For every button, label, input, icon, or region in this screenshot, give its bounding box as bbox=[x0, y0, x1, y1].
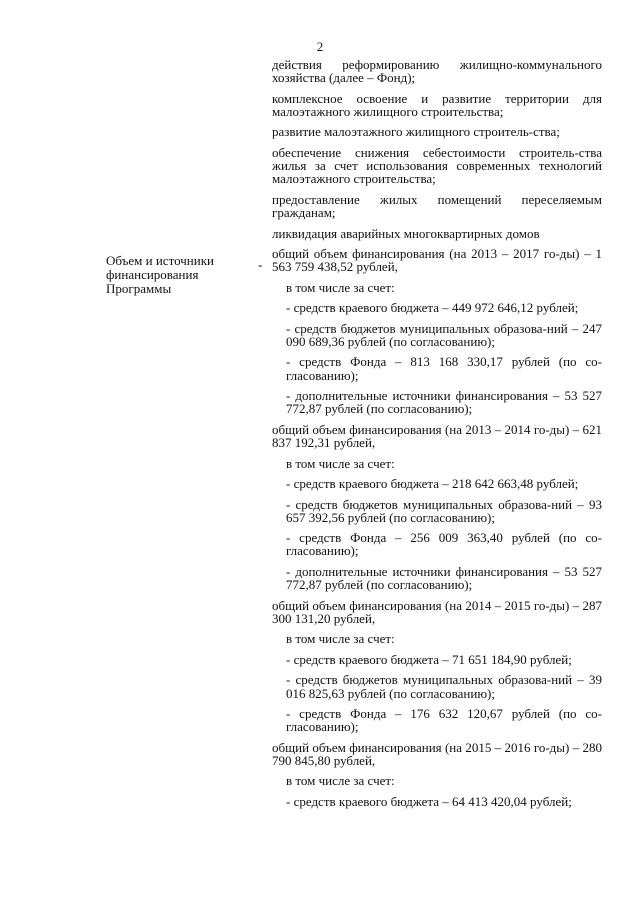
financing-item: - средств бюджетов муниципальных образова-ний – 247 090 689,36 рублей (по согласованию); bbox=[286, 320, 602, 349]
main-text-column bbox=[272, 58, 602, 815]
financing-total: общий объем финансирования (на 2013 – 2017 го-ды) – 1 563 759 438,52 рублей, bbox=[272, 246, 602, 275]
program-financing-label: Объем и источники финансирования Программы bbox=[106, 253, 214, 296]
page-number: 2 bbox=[316, 39, 324, 54]
goal-paragraph: развитие малоэтажного жилищного строитель-ства; bbox=[272, 124, 560, 140]
financing-item: - дополнительные источники финансирования – 53 527 772,87 рублей (по согласованию); bbox=[286, 388, 602, 417]
financing-item: - средств бюджетов муниципальных образова-ний – 93 657 392,56 рублей (по согласованию); bbox=[286, 496, 602, 525]
goal-paragraph: ликвидация аварийных многоквартирных домов bbox=[272, 225, 540, 241]
financing-item: в том числе за счет: bbox=[286, 455, 395, 471]
financing-item: - средств бюджетов муниципальных образова-ний – 39 016 825,63 рублей (по согласованию); bbox=[286, 672, 602, 701]
financing-item: в том числе за счет: bbox=[286, 279, 395, 295]
financing-total: общий объем финансирования (на 2013 – 2014 го-ды) – 621 837 192,31 рублей, bbox=[272, 421, 602, 451]
financing-item: - средств Фонда – 176 632 120,67 рублей (по со-гласованию); bbox=[286, 706, 602, 735]
financing-item: - дополнительные источники финансирования – 53 527 772,87 рублей (по согласованию); bbox=[286, 563, 602, 593]
financing-item: - средств Фонда – 256 009 363,40 рублей (по со-гласованию); bbox=[286, 530, 602, 559]
label-dash: - bbox=[258, 257, 263, 272]
financing-item: в том числе за счет: bbox=[286, 773, 395, 789]
goal-paragraph: комплексное освоение и развитие территории для малоэтажного жилищного строительства; bbox=[272, 90, 602, 119]
financing-total: общий объем финансирования (на 2015 – 2016 го-ды) – 280 790 845,80 рублей, bbox=[272, 739, 602, 768]
goal-paragraph: предоставление жилых помещений переселяемым гражданам; bbox=[272, 191, 602, 221]
financing-item: - средств краевого бюджета – 64 413 420,04 рублей; bbox=[286, 793, 572, 809]
financing-item: - средств Фонда – 813 168 330,17 рублей (по со-гласованию); bbox=[286, 354, 602, 383]
financing-total: общий объем финансирования (на 2014 – 2015 го-ды) – 287 300 131,20 рублей, bbox=[272, 597, 602, 626]
financing-item: в том числе за счет: bbox=[286, 631, 395, 647]
financing-item: - средств краевого бюджета – 449 972 646,12 рублей; bbox=[286, 300, 579, 316]
financing-item: - средств краевого бюджета – 71 651 184,90 рублей; bbox=[286, 651, 572, 667]
goal-paragraph: действия реформированию жилищно-коммунального хозяйства (далее – Фонд); bbox=[272, 57, 602, 86]
financing-item: - средств краевого бюджета – 218 642 663,48 рублей; bbox=[286, 476, 579, 492]
goal-paragraph: обеспечение снижения себестоимости строитель-ства жилья за счет использования современных технологий малоэтажного строительства; bbox=[272, 144, 602, 187]
